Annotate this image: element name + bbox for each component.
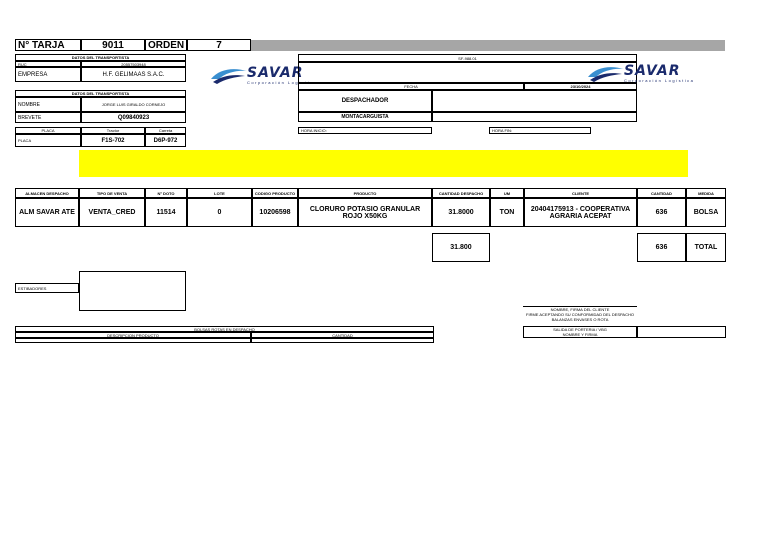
placa-row-label: PLACA	[15, 134, 81, 147]
savar-logo-tagline: Corporación Logística	[624, 78, 695, 83]
transportista-title: DATOS DEL TRANSPORTISTA	[15, 54, 186, 61]
savar-logo-right	[586, 62, 706, 84]
bolsas-col-descripcion: DESCRIPCION PRODUCTO	[15, 332, 251, 338]
col-header-almacen: ALMACEN DESPACHO	[15, 188, 79, 198]
bolsas-row-cantidad[interactable]	[251, 338, 434, 343]
bolsas-col-cantidad: CANTIDAD	[251, 332, 434, 338]
despachador-field[interactable]	[432, 90, 637, 112]
savar-logo-text: SAVAR	[247, 65, 304, 81]
nombre-label: NOMBRE	[15, 97, 81, 112]
estibadores-field[interactable]	[79, 271, 186, 311]
cell-producto: CLORURO POTASIO GRANULAR ROJO X50KG	[298, 198, 432, 227]
salida-line2: NOMBRE Y FIRMA	[562, 332, 598, 337]
total-despacho: 31.800	[432, 233, 490, 262]
ruc-value: 20557503948	[81, 61, 186, 67]
tarja-label: N° TARJA	[15, 39, 81, 51]
tarja-value: 9011	[81, 39, 145, 51]
montacarguista-label: MONTACARGUISTA	[298, 112, 432, 122]
placa-label: PLACA	[15, 127, 81, 134]
hora-fin-label: HORA FIN:	[489, 127, 591, 134]
cell-codigo: 10206598	[252, 198, 298, 227]
cell-medida: BOLSA	[686, 198, 726, 227]
col-header-producto: PRODUCTO	[298, 188, 432, 198]
cell-cantidad: 636	[637, 198, 686, 227]
salida-line1: SALIDA DE PORTERIA / VBG	[553, 327, 607, 332]
cell-cliente: 20404175913 - COOPERATIVA AGRARIA ACEPAT	[524, 198, 637, 227]
salida-porteria-field[interactable]	[637, 326, 726, 338]
dispatch-table	[15, 188, 726, 262]
bolsas-row-descripcion[interactable]	[15, 338, 251, 343]
ruc-label: RUC	[15, 61, 81, 67]
total-cantidad: 636	[637, 233, 686, 262]
empresa-label: EMPRESA	[15, 67, 81, 82]
brevete-label: BREVETE	[15, 112, 81, 123]
col-header-um: UM	[490, 188, 524, 198]
highlight-band	[79, 150, 688, 177]
fecha-value: 23/10/2024	[524, 83, 637, 90]
conductor-title: DATOS DEL TRANSPORTISTA	[15, 90, 186, 97]
col-header-cantidad: CANTIDAD	[637, 188, 686, 198]
cell-tipo-venta: VENTA_CRED	[79, 198, 145, 227]
col-header-cliente: CLIENTE	[524, 188, 637, 198]
cell-um: TON	[490, 198, 524, 227]
savar-logo-text: SAVAR	[624, 63, 681, 79]
col-header-codigo: CODIGO PRODUCTO	[252, 188, 298, 198]
montacarguista-field[interactable]	[432, 112, 637, 122]
brevete-value: Q09840923	[81, 112, 186, 123]
cell-doto: 11514	[145, 198, 187, 227]
cell-cantidad-despacho: 31.8000	[432, 198, 490, 227]
fecha-label: FECHA	[298, 83, 524, 90]
col-header-tipo-venta: TIPO DE VENTA	[79, 188, 145, 198]
col-header-cantidad-despacho: CANTIDAD DESPACHO	[432, 188, 490, 198]
firma-cliente-line2: BALANZAS ENVASES O ROTA	[551, 317, 609, 322]
total-label: TOTAL	[686, 233, 726, 262]
cell-almacen: ALM SAVAR ATE	[15, 198, 79, 227]
estibadores-label: ESTIBADORES	[15, 283, 79, 293]
firma-cliente	[523, 306, 637, 324]
savar-logo-tagline: Corporación Logística	[247, 80, 318, 85]
tractor-label: Tractor	[81, 127, 145, 134]
orden-value: 7	[187, 39, 251, 51]
cell-lote: 0	[187, 198, 252, 227]
firma-cliente-line1: FIRME ACEPTANDO SU CONFORMIDAD DEL DESPACHO	[526, 312, 634, 317]
orden-label: ORDEN	[145, 39, 187, 51]
tractor-value: F1S-702	[81, 134, 145, 147]
savar-swoosh-icon	[209, 65, 249, 85]
doc-code: SF-988.01	[298, 54, 637, 62]
col-header-doto: N° DOTO	[145, 188, 187, 198]
nombre-value: JORGE LUIS GIRALDO CORNEJO	[81, 97, 186, 112]
salida-porteria	[523, 326, 637, 338]
col-header-medida: MEDIDA	[686, 188, 726, 198]
col-header-lote: LOTE	[187, 188, 252, 198]
empresa-value: H.F. GELIMAAS S.A.C.	[81, 67, 186, 82]
despachador-label: DESPACHADOR	[298, 90, 432, 112]
bolsas-title: BOLSAS ROTAS EN DESPACHO	[15, 326, 434, 332]
savar-swoosh-icon	[586, 63, 626, 83]
header-bar	[251, 40, 725, 51]
firma-cliente-title: NOMBRE, FIRMA DEL CLIENTE	[550, 307, 610, 312]
carreta-value: D6P-972	[145, 134, 186, 147]
carreta-label: Carreta	[145, 127, 186, 134]
hora-inicio-label: HORA INICIO:	[298, 127, 432, 134]
